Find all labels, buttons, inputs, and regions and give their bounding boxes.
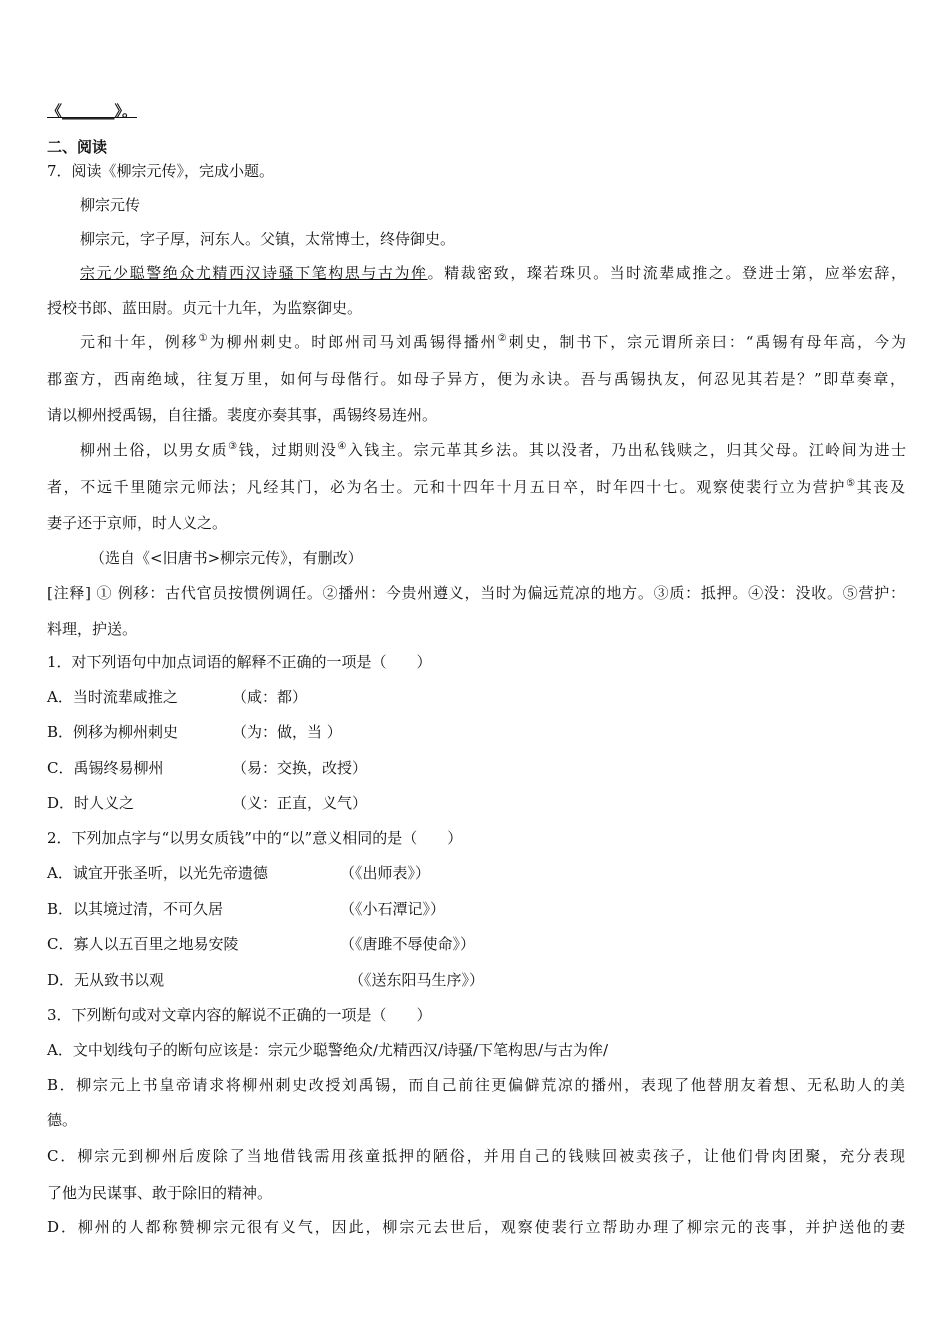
footnote-ref-3: ③ xyxy=(228,441,239,452)
text-run: 元和十年，例移 xyxy=(80,333,199,351)
question-1-option-b[interactable] xyxy=(47,721,342,742)
option-note: （《唐雎不辱使命》） xyxy=(340,935,476,953)
text-run: 钱，过期则没 xyxy=(238,441,338,459)
passage-title: 柳宗元传 xyxy=(80,196,141,214)
text-run: 入钱主。宗元革其乡法。其以没者，乃出私钱赎之，归其父母。江岭间为进士 xyxy=(347,441,906,459)
question-intro: 7．阅读《柳宗元传》，完成小题。 xyxy=(47,162,275,180)
question-3-option-c-continued: 了他为民谋事、敢于除旧的精神。 xyxy=(47,1184,273,1202)
question-3-option-b[interactable]: B．柳宗元上书皇帝请求将柳州刺史改授刘禹锡，而自己前往更偏僻荒凉的播州，表现了他替朋友着想、无私助人的美 xyxy=(47,1076,905,1094)
notes-line-1: [注释] ① 例移：古代官员按惯例调任。②播州：今贵州遵义，当时为偏远荒凉的地方。③质：抵押。④没：没收。⑤营护： xyxy=(47,584,905,602)
option-note: （义：正直，义气） xyxy=(232,794,368,812)
text-run: 者，不远千里随宗元师法；凡经其门，必为名士。元和十四年十月五日卒，时年四十七。观察使裴行立为营护 xyxy=(47,478,847,496)
footnote-ref-1: ① xyxy=(198,333,210,344)
notes-line-2: 料理，护送。 xyxy=(47,620,138,638)
question-1-stem: 1．对下列语句中加点词语的解释不正确的一项是（ ） xyxy=(47,653,432,671)
text-run: 柳州土俗，以男女质 xyxy=(80,441,229,459)
option-label: D．时人义之 xyxy=(47,794,135,812)
footnote-ref-5: ⑤ xyxy=(846,478,857,489)
question-2-option-b[interactable] xyxy=(47,898,445,919)
option-note: （《送东阳马生序》） xyxy=(349,971,485,989)
question-3-stem: 3．下列断句或对文章内容的解说不正确的一项是（ ） xyxy=(47,1006,432,1024)
passage-paragraph-3-line-2: 郡蛮方，西南绝域，往复万里，如何与母偕行。如母子异方，便为永诀。吾与禹锡执友，何忍见其若是？”即草奏章， xyxy=(47,370,905,388)
passage-paragraph-4-line-1 xyxy=(80,439,906,460)
option-label: B．例移为柳州刺史 xyxy=(47,723,179,741)
fill-blank-answer: 《_______》。 xyxy=(47,102,138,120)
option-note: （咸：都） xyxy=(232,688,308,706)
question-3-option-c[interactable]: C．柳宗元到柳州后废除了当地借钱需用孩童抵押的陋俗，并用自己的钱赎回被卖孩子，让他们骨肉团聚，充分表现 xyxy=(47,1147,905,1165)
passage-paragraph-1: 柳宗元，字子厚，河东人。父镇，太常博士，终侍御史。 xyxy=(80,230,456,248)
option-note: （为：做，当 ） xyxy=(232,723,342,741)
passage-paragraph-4-line-3: 妻子还于京师，时人义之。 xyxy=(47,514,228,532)
question-2-option-c[interactable] xyxy=(47,933,475,954)
question-1-option-d[interactable] xyxy=(47,792,367,813)
text-run: 其丧及 xyxy=(856,478,905,496)
footnote-ref-4: ④ xyxy=(337,441,348,452)
option-label: B．以其境过清，不可久居 xyxy=(47,900,224,918)
passage-source: （选自《<旧唐书>柳宗元传》，有删改） xyxy=(90,549,363,567)
question-1-option-c[interactable] xyxy=(47,757,367,778)
question-2-stem: 2．下列加点字与“以男女质钱”中的“以”意义相同的是（ ） xyxy=(47,829,463,847)
fill-blank-line xyxy=(47,100,137,121)
passage-paragraph-3-line-3: 请以柳州授禹锡，自往播。裴度亦奏其事，禹锡终易连州。 xyxy=(47,406,438,424)
text-run: 刺史，制书下，宗元谓所亲曰：“禹锡有母年高，今为 xyxy=(508,333,906,351)
question-2-option-a[interactable] xyxy=(47,862,430,883)
paragraph-2-rest: 。精裁密致，璨若珠贝。当时流辈咸推之。登进士第，应举宏辞， xyxy=(427,264,906,282)
option-label: A．当时流辈咸推之 xyxy=(47,688,178,706)
passage-paragraph-4-line-2 xyxy=(47,476,905,497)
option-note: （易：交换，改授） xyxy=(232,759,368,777)
section-title: 二、阅读 xyxy=(47,138,108,156)
option-label: A．诚宜开张圣听，以光先帝遗德 xyxy=(47,864,268,882)
option-label: C．寡人以五百里之地易安陵 xyxy=(47,935,239,953)
option-label: C．禹锡终易柳州 xyxy=(47,759,164,777)
option-label: D．无从致书以观 xyxy=(47,971,165,989)
footnote-ref-2: ② xyxy=(497,333,509,344)
passage-paragraph-2-line-2: 授校书郎、蓝田尉。贞元十九年，为监察御史。 xyxy=(47,299,363,317)
question-3-option-d[interactable]: D．柳州的人都称赞柳宗元很有义气，因此，柳宗元去世后，观察使裴行立帮助办理了柳宗元的丧事，并护送他的妻 xyxy=(47,1218,905,1236)
passage-paragraph-3-line-1 xyxy=(80,331,906,352)
underlined-sentence: 宗元少聪警绝众尤精西汉诗骚下笔构思与古为侔 xyxy=(80,264,428,282)
question-3-option-a[interactable]: A．文中划线句子的断句应该是：宗元少聪警绝众/尤精西汉/诗骚/下笔构思/与古为侔/ xyxy=(47,1041,609,1059)
question-3-option-b-continued: 德。 xyxy=(47,1111,78,1129)
question-2-option-d[interactable] xyxy=(47,969,484,990)
passage-paragraph-2-line-1 xyxy=(80,262,906,283)
option-note: （《小石潭记》） xyxy=(340,900,446,918)
text-run: 为柳州刺史。时郎州司马刘禹锡得播州 xyxy=(209,333,498,351)
question-1-option-a[interactable] xyxy=(47,686,307,707)
option-note: （《出师表》） xyxy=(340,864,431,882)
